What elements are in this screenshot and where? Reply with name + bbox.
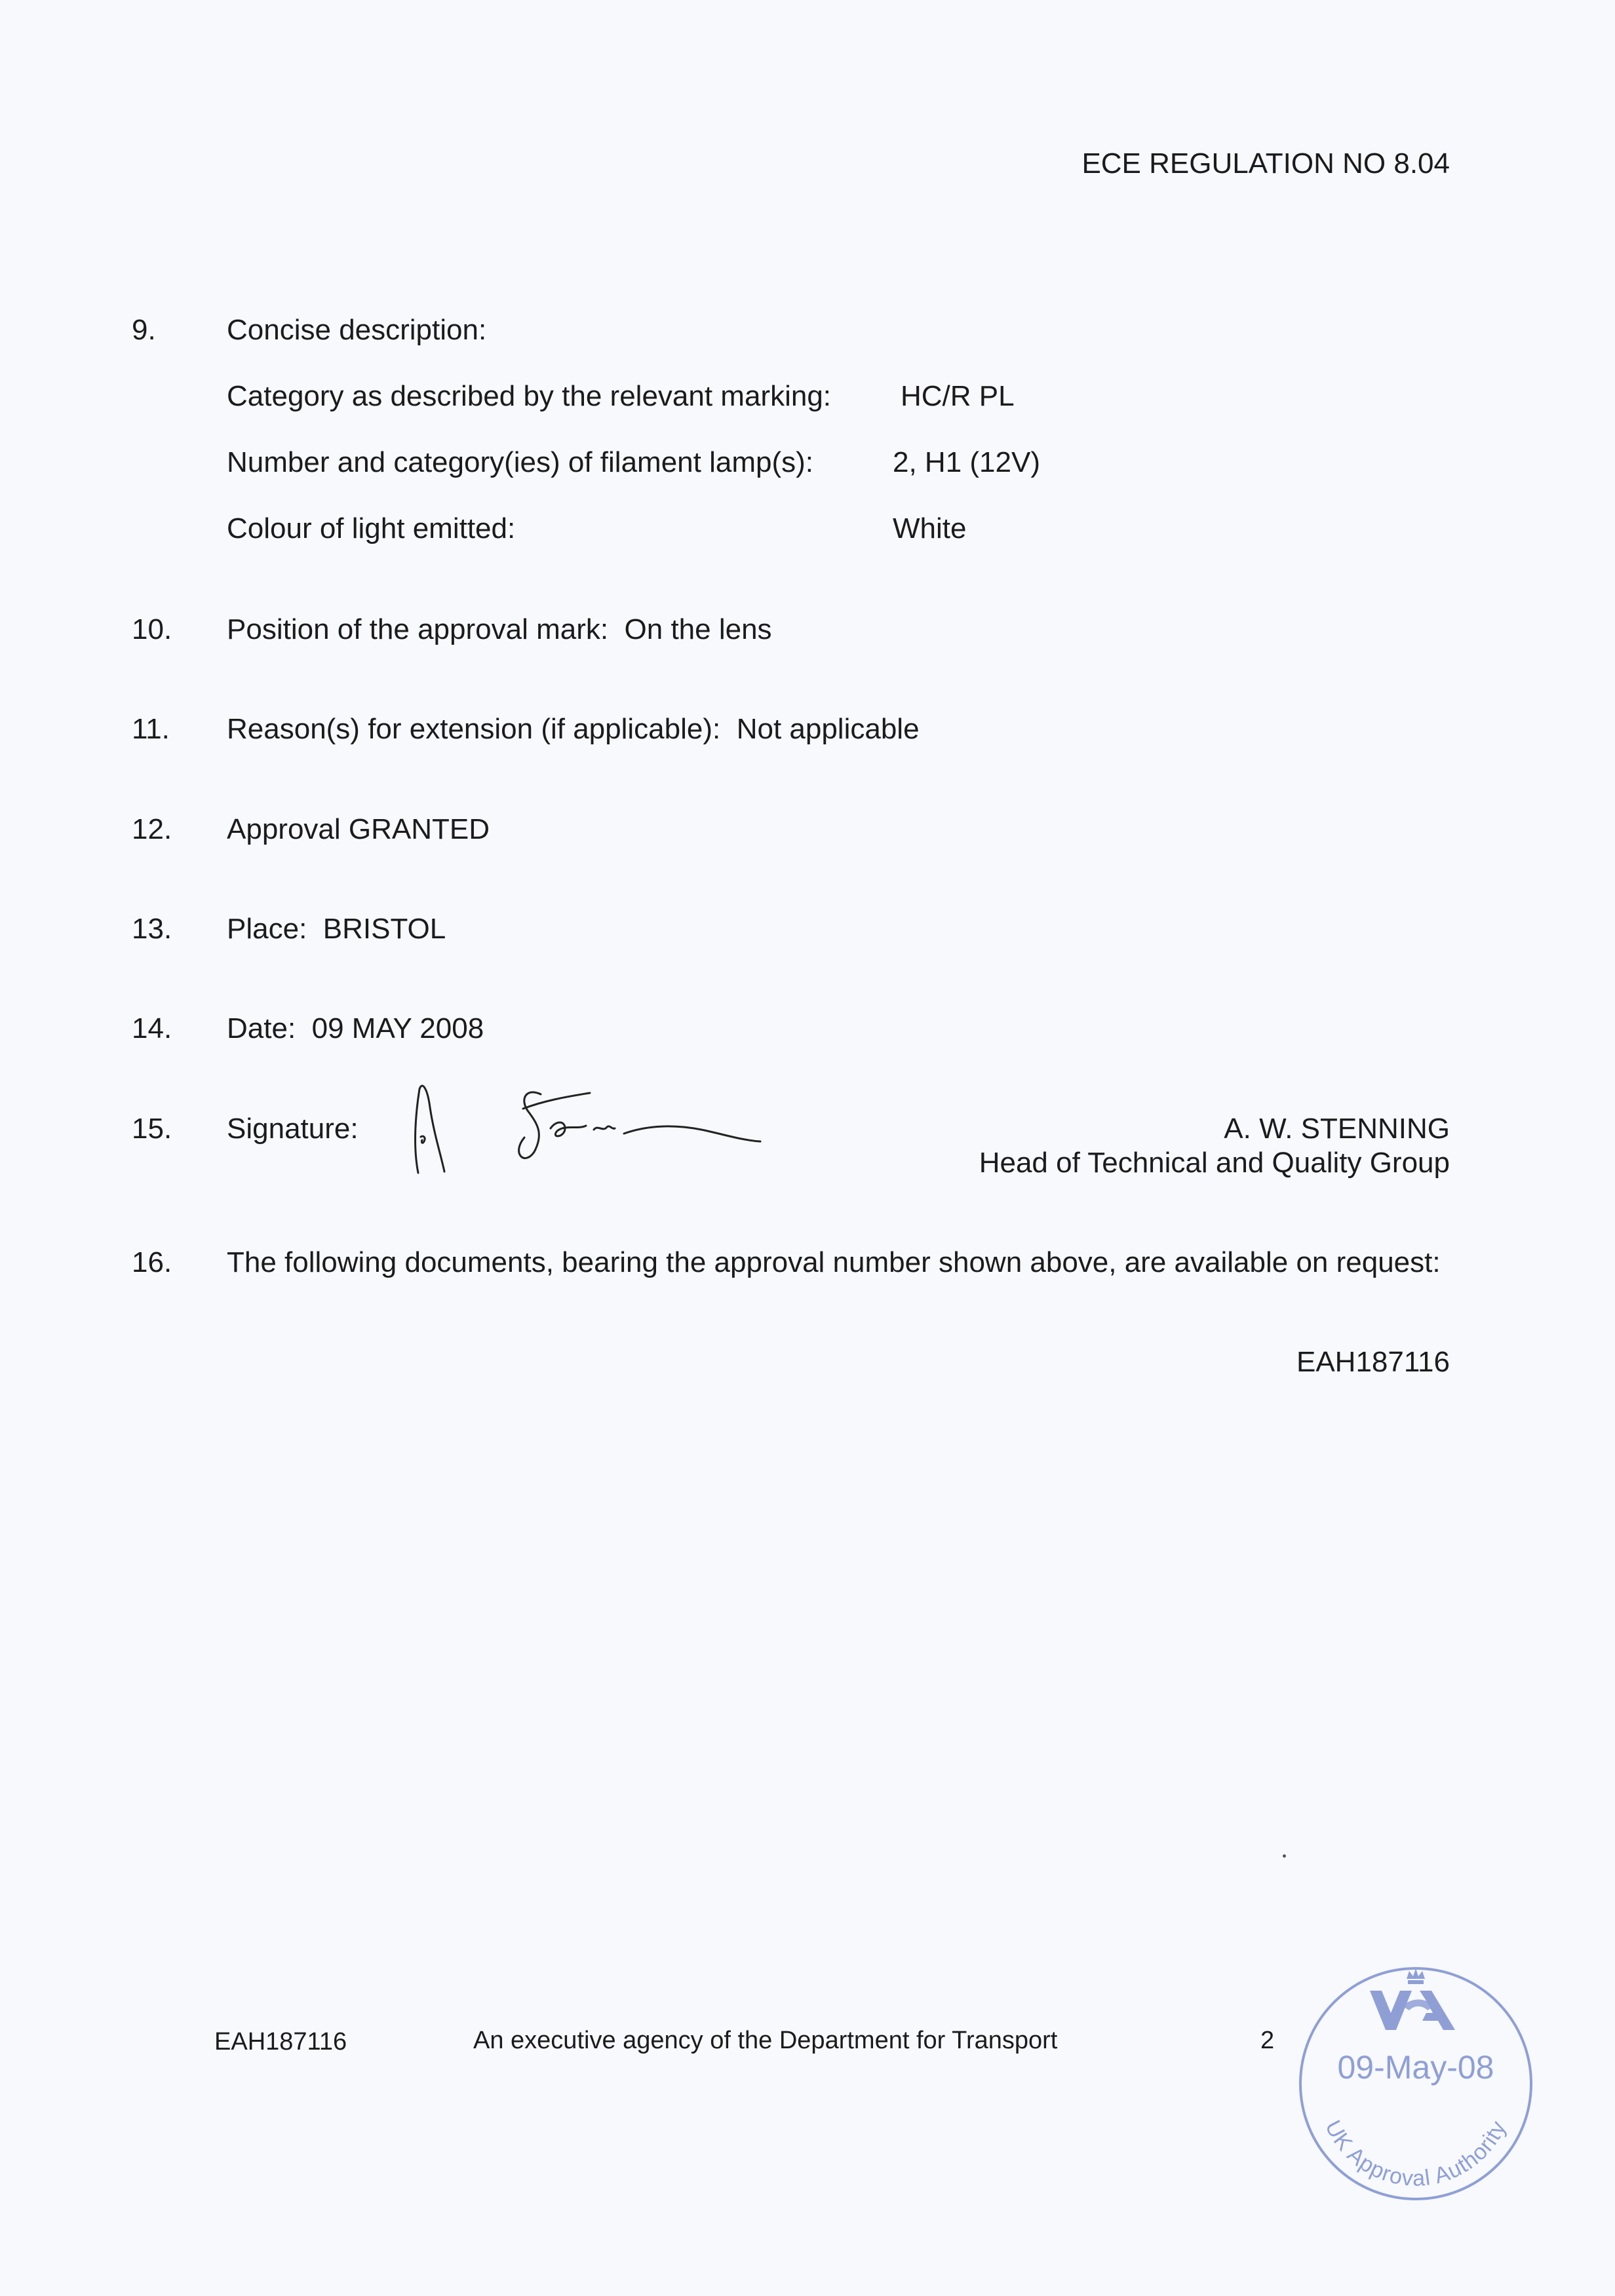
item-12-number: 12. (132, 813, 172, 845)
crown-icon (1407, 1968, 1425, 1984)
signature-label: Signature: (227, 1113, 359, 1145)
documents-available-text: The following documents, bearing the approval number shown above, are available on request: (227, 1246, 1441, 1278)
item-14-line (227, 1012, 484, 1046)
extension-reason-label: Reason(s) for extension (if applicable): (227, 713, 721, 745)
colour-value: White (893, 512, 967, 545)
document-reference: EAH187116 (1296, 1346, 1450, 1378)
svg-text:UK Approval Authority (1320, 2116, 1511, 2191)
item-14-number: 14. (132, 1012, 172, 1044)
category-value: HC/R PL (901, 380, 1015, 412)
category-label: Category as described by the relevant marking: (227, 380, 832, 412)
filament-lamps-label: Number and category(ies) of filament lamp(s): (227, 446, 813, 478)
date-label: Date: (227, 1012, 296, 1044)
item-16-number: 16. (132, 1246, 172, 1278)
footer-agency-text: An executive agency of the Department for Transport (473, 2027, 1058, 2054)
item-10-number: 10. (132, 613, 172, 645)
approval-mark-label: Position of the approval mark: (227, 613, 609, 645)
footer-page-number: 2 (1260, 2027, 1275, 2054)
date-value: 09 MAY 2008 (311, 1012, 484, 1044)
filament-lamps-value: 2, H1 (12V) (893, 446, 1040, 478)
signatory-name: A. W. STENNING (1224, 1113, 1450, 1145)
item-10-line (227, 613, 772, 647)
item-9-number: 9. (132, 314, 156, 346)
item-13-line (227, 912, 446, 946)
item-11-number: 11. (132, 713, 170, 745)
regulation-header: ECE REGULATION NO 8.04 (1081, 147, 1450, 180)
extension-reason-value: Not applicable (736, 713, 920, 745)
item-13-number: 13. (132, 913, 172, 945)
signatory-title: Head of Technical and Quality Group (979, 1147, 1450, 1179)
stamp-date: 09-May-08 (1337, 2049, 1494, 2086)
vca-approval-stamp (1291, 1959, 1540, 2208)
vca-logo (1370, 1991, 1455, 2030)
scan-speck (1283, 1854, 1286, 1858)
place-label: Place: (227, 913, 307, 945)
approval-mark-value: On the lens (624, 613, 772, 645)
handwritten-signature (393, 1075, 813, 1186)
item-9-label: Concise description: (227, 314, 487, 346)
item-11-line (227, 712, 920, 746)
approval-status: Approval GRANTED (227, 813, 490, 845)
footer-approval-number: EAH187116 (214, 2028, 347, 2056)
item-15-number: 15. (132, 1113, 172, 1145)
stamp-ring-text: UK Approval Authority (1320, 2116, 1511, 2191)
colour-label: Colour of light emitted: (227, 512, 516, 545)
place-value: BRISTOL (322, 913, 446, 945)
